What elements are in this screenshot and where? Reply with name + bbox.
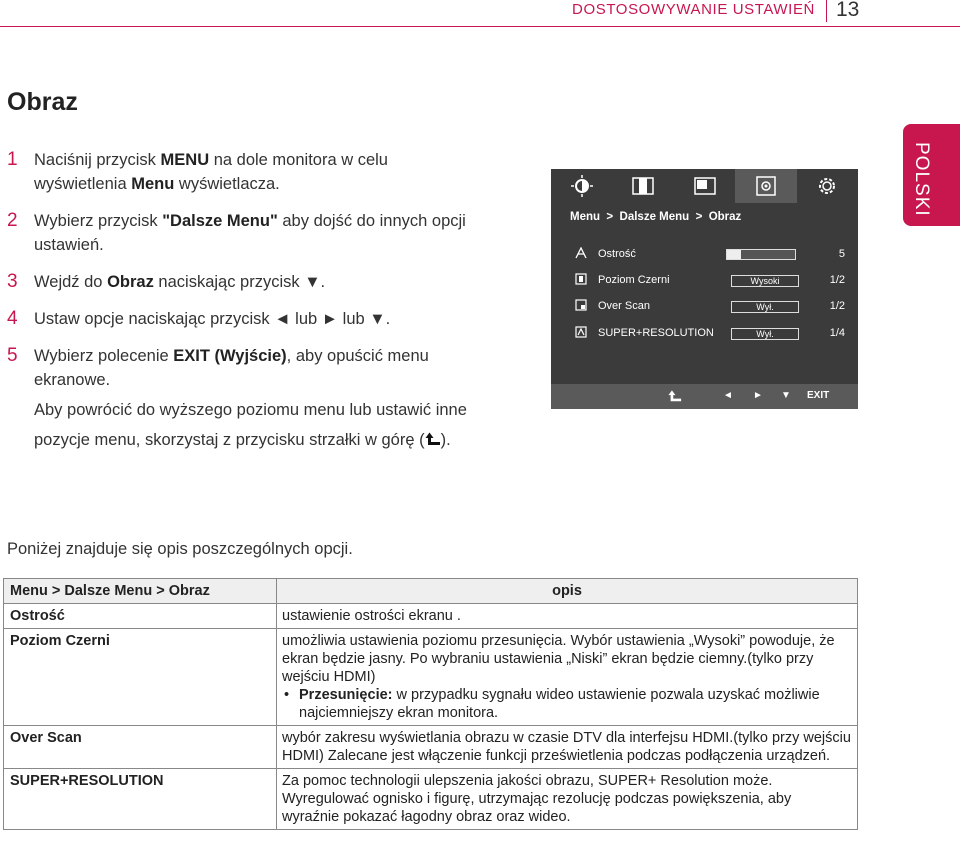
osd-menu xyxy=(551,169,858,409)
option-name: Over Scan xyxy=(4,726,277,769)
osd-icon-bar xyxy=(551,169,858,203)
osd-row-value: 5 xyxy=(838,248,845,260)
step-number: 2 xyxy=(7,210,18,231)
down-arrow-button[interactable]: ▼ xyxy=(781,390,791,401)
step-2 xyxy=(7,209,477,257)
section-title: DOSTOSOWYWANIE USTAWIEŃ xyxy=(572,1,815,18)
option-description: Za pomoc technologii ulepszenia jakości obrazu, SUPER+ Resolution może. Wyregulować ognisko i figurę, utrzymając rezolucję podczas powiększenia, aby wyraźnie pokazać łagodny obraz oraz wideo. xyxy=(277,769,858,830)
step-text: Ustaw opcje naciskając przycisk ◄ lub ► lub ▼. xyxy=(34,310,391,328)
step-5 xyxy=(7,344,477,455)
step-number: 1 xyxy=(7,149,18,170)
osd-row-label: SUPER+RESOLUTION xyxy=(598,327,714,339)
table-row xyxy=(4,726,858,769)
osd-tab-settings[interactable] xyxy=(797,169,858,203)
osd-footer xyxy=(551,384,858,409)
option-description-cell xyxy=(277,629,858,726)
step-note-text: Aby powrócić do wyższego poziomu menu lub ustawić inne pozycje menu, skorzystaj z przycisku strzałki w górę ( xyxy=(34,401,467,449)
black-level-icon xyxy=(575,273,587,285)
sharpness-slider[interactable] xyxy=(726,249,796,260)
step-text: na dole monitora w celu wyświetlenia xyxy=(34,151,388,193)
exit-button[interactable]: EXIT xyxy=(807,390,830,401)
breadcrumb-item: Dalsze Menu xyxy=(619,211,690,223)
option-name: Poziom Czerni xyxy=(4,629,277,726)
step-key: "Dalsze Menu" xyxy=(162,212,278,230)
right-arrow-button[interactable]: ► xyxy=(753,390,763,401)
osd-tab-picture[interactable] xyxy=(735,169,796,203)
osd-row-label: Over Scan xyxy=(598,300,650,312)
step-note xyxy=(34,395,477,455)
step-key: Menu xyxy=(131,175,175,193)
step-text: Wybierz polecenie xyxy=(34,347,174,365)
step-4 xyxy=(7,307,477,331)
osd-row-label: Poziom Czerni xyxy=(598,274,670,286)
step-text: , aby opuścić menu ekranowe. xyxy=(34,347,429,389)
options-table xyxy=(3,578,858,830)
step-3 xyxy=(7,270,477,294)
black-level-select[interactable]: Wysoki xyxy=(731,275,799,287)
step-text: aby dojść do innych opcji ustawień. xyxy=(34,212,466,254)
page-number: 13 xyxy=(836,0,860,21)
step-key: MENU xyxy=(160,151,210,169)
step-text: Wejdź do xyxy=(34,273,108,291)
osd-row-label: Ostrość xyxy=(598,248,636,260)
breadcrumb-item: Menu xyxy=(570,211,601,223)
step-text: Naciśnij przycisk xyxy=(34,151,161,169)
language-tab xyxy=(903,124,960,226)
table-header: opis xyxy=(277,579,858,604)
step-key: Obraz xyxy=(107,273,154,291)
step-list xyxy=(7,148,477,468)
option-name: Ostrość xyxy=(4,604,277,629)
screen-icon xyxy=(693,174,717,198)
osd-row-super-resolution[interactable] xyxy=(551,324,858,344)
table-header: Menu > Dalsze Menu > Obraz xyxy=(4,579,277,604)
return-arrow-icon xyxy=(425,431,441,447)
header-separator xyxy=(826,0,827,22)
page-title: Obraz xyxy=(7,88,78,116)
option-name: SUPER+RESOLUTION xyxy=(4,769,277,830)
slider-fill xyxy=(727,250,741,259)
table-row xyxy=(4,769,858,830)
step-number: 3 xyxy=(7,271,18,292)
step-key: EXIT (Wyjście) xyxy=(173,347,287,365)
header-rule xyxy=(0,26,960,27)
table-row xyxy=(4,629,858,726)
over-scan-select[interactable]: Wył. xyxy=(731,301,799,313)
intro-text: Poniżej znajduje się opis poszczególnych opcji. xyxy=(7,540,353,558)
step-text: wyświetlacza. xyxy=(174,175,280,193)
sharpness-icon xyxy=(575,247,587,259)
osd-tab-brightness[interactable] xyxy=(551,169,612,203)
osd-row-over-scan[interactable] xyxy=(551,297,858,317)
osd-row-value: 1/2 xyxy=(829,300,845,312)
step-text: naciskając przycisk ▼. xyxy=(153,273,326,291)
option-description: ustawienie ostrości ekranu . xyxy=(277,604,858,629)
osd-breadcrumb xyxy=(570,211,741,223)
breadcrumb-separator: > xyxy=(695,211,703,223)
brightness-icon xyxy=(570,174,594,198)
bullet-term: Przesunięcie: xyxy=(299,687,393,703)
step-number: 4 xyxy=(7,308,18,329)
osd-row-sharpness[interactable] xyxy=(551,245,858,265)
step-number: 5 xyxy=(7,345,18,366)
osd-row-black-level[interactable] xyxy=(551,271,858,291)
picture-icon xyxy=(754,174,778,198)
osd-tab-screen[interactable] xyxy=(674,169,735,203)
osd-row-value: 1/2 xyxy=(829,274,845,286)
language-label: POLSKI xyxy=(911,142,932,217)
step-note-text: ). xyxy=(440,431,451,449)
super-resolution-select[interactable]: Wył. xyxy=(731,328,799,340)
super-resolution-icon xyxy=(575,326,587,338)
gear-icon xyxy=(815,174,839,198)
step-text: Wybierz przycisk xyxy=(34,212,163,230)
left-arrow-button[interactable]: ◄ xyxy=(723,390,733,401)
osd-tab-aspect[interactable] xyxy=(612,169,673,203)
option-description: wybór zakresu wyświetlania obrazu w czasie DTV dla interfejsu HDMI.(tylko przy wejściu HDMI) Zalecane jest włączenie funkcji prześwietlenia podczas podłączenia urządzeń. xyxy=(277,726,858,769)
breadcrumb-item: Obraz xyxy=(708,211,742,223)
osd-row-value: 1/4 xyxy=(829,327,845,339)
return-arrow-icon[interactable] xyxy=(668,389,682,403)
option-description: umożliwia ustawienia poziomu przesunięcia. Wybór ustawienia „Wysoki” powoduje, że ekran będzie jasny. Po wybraniu ustawienia „Niski” ekran będzie ciemny.(tylko przy wejściu HDMI) xyxy=(282,633,835,685)
aspect-ratio-icon xyxy=(631,174,655,198)
breadcrumb-separator: > xyxy=(606,211,614,223)
table-row xyxy=(4,604,858,629)
table-header-row xyxy=(4,579,858,604)
bullet-text: w przypadku sygnału wideo ustawienie pozwala uzyskać możliwie najciemniejszy ekran monitora. xyxy=(299,687,820,721)
over-scan-icon xyxy=(575,299,587,311)
option-bullet xyxy=(282,686,851,722)
step-1 xyxy=(7,148,477,196)
